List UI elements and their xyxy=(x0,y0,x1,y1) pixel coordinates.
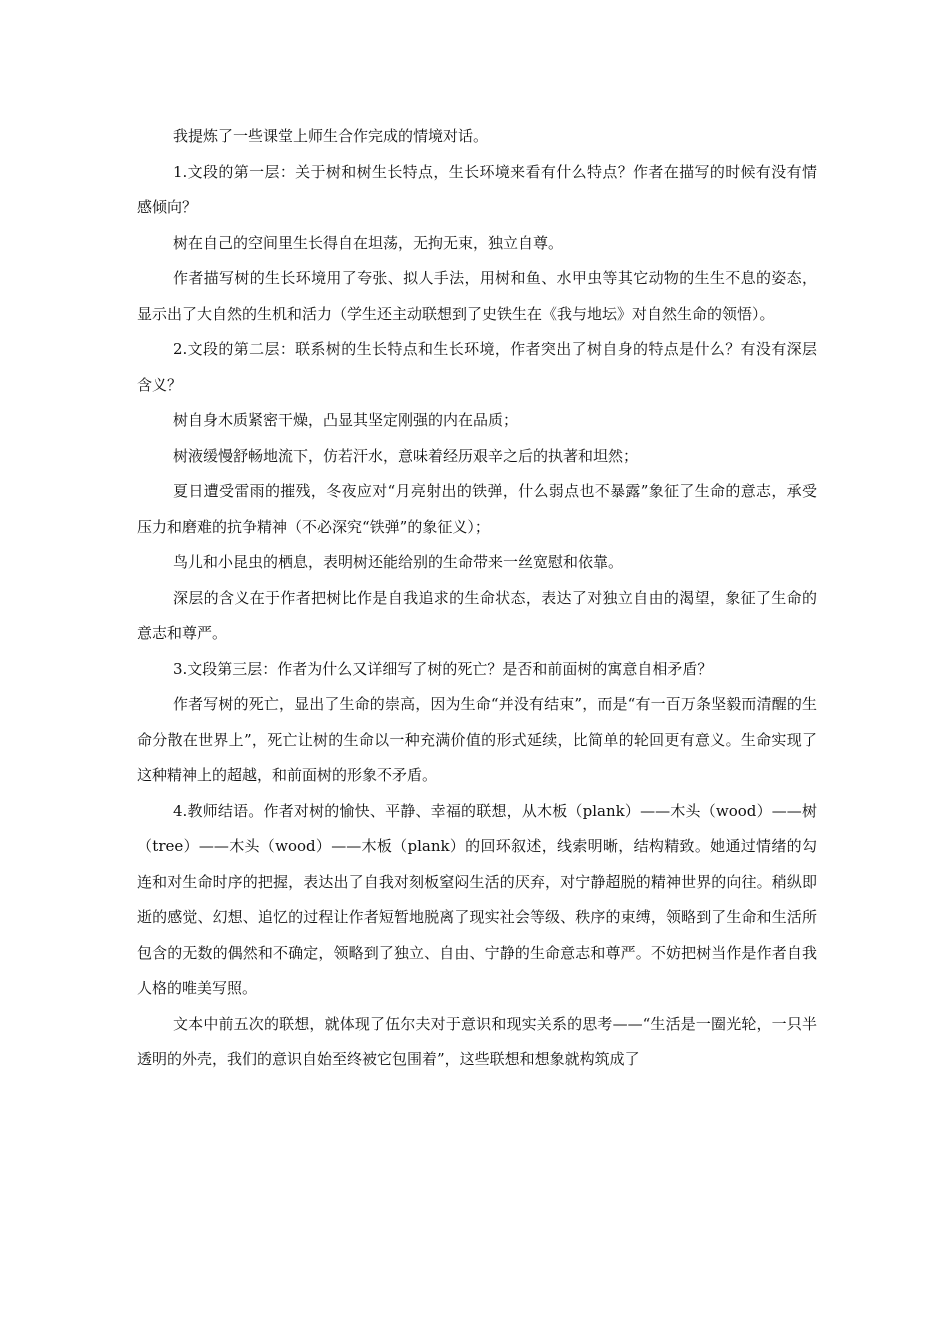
paragraph: 树液缓慢舒畅地流下，仿若汗水，意味着经历艰辛之后的执著和坦然； xyxy=(173,446,639,465)
paragraph: 2.文段的第二层：联系树的生长特点和生长环境，作者突出了树自身的特点是什么？有没有深层含义？ xyxy=(137,340,817,394)
document-body xyxy=(137,119,817,1078)
paragraph: 作者写树的死亡，显出了生命的崇高，因为生命“并没有结束”，而是“有一百万条坚毅而清醒的生命分散在世界上”，死亡让树的生命以一种充满价值的形式延续，比简单的轮回更有意义。生命实现了这种精神上的超越，和前面树的形象不矛盾。 xyxy=(137,695,817,784)
paragraph: 树在自己的空间里生长得自在坦荡，无拘无束，独立自尊。 xyxy=(173,233,564,252)
paragraph: 3.文段第三层：作者为什么又详细写了树的死亡？是否和前面树的寓意自相矛盾？ xyxy=(173,659,713,678)
paragraph: 树自身木质紧密干燥，凸显其坚定刚强的内在品质； xyxy=(173,411,519,429)
paragraph: 作者描写树的生长环境用了夸张、拟人手法，用树和鱼、水甲虫等其它动物的生生不息的姿态，显示出了大自然的生机和活力（学生还主动联想到了史铁生在《我与地坛》对自然生命的领悟）。 xyxy=(137,269,817,323)
paragraph: 4.教师结语。作者对树的愉快、平静、幸福的联想，从木板（plank）——木头（wood）——树（tree）——木头（wood）——木板（plank）的回环叙述，线索明晰，结构精致。她通过情绪的勾连和对生命时序的把握，表达出了自我对刻板窒闷生活的厌弃，对宁静超脱的精神世界的向往。稍纵即逝的感觉、幻想、追忆的过程让作者短暂地脱离了现实社会等级、秩序的束缚，领略到了生命和生活所包含的无数的偶然和不确定，领略到了独立、自由、宁静的生命意志和尊严。不妨把树当作是作者自我人格的唯美写照。 xyxy=(137,801,817,997)
paragraph: 1.文段的第一层：关于树和树生长特点，生长环境来看有什么特点？作者在描写的时候有没有情感倾向？ xyxy=(137,162,817,216)
paragraph: 夏日遭受雷雨的摧残，冬夜应对“月亮射出的铁弹，什么弱点也不暴露”象征了生命的意志，承受压力和磨难的抗争精神（不必深究“铁弹”的象征义）； xyxy=(137,482,817,536)
paragraph: 鸟儿和小昆虫的栖息，表明树还能给别的生命带来一丝宽慰和依靠。 xyxy=(173,553,624,571)
paragraph: 我提炼了一些课堂上师生合作完成的情境对话。 xyxy=(173,127,489,145)
paragraph: 文本中前五次的联想，就体现了伍尔夫对于意识和现实关系的思考——“生活是一圈光轮，一只半透明的外壳，我们的意识自始至终被它包围着”，这些联想和想象就构筑成了 xyxy=(137,1014,817,1068)
paragraph: 深层的含义在于作者把树比作是自我追求的生命状态，表达了对独立自由的渴望，象征了生命的意志和尊严。 xyxy=(137,588,817,642)
